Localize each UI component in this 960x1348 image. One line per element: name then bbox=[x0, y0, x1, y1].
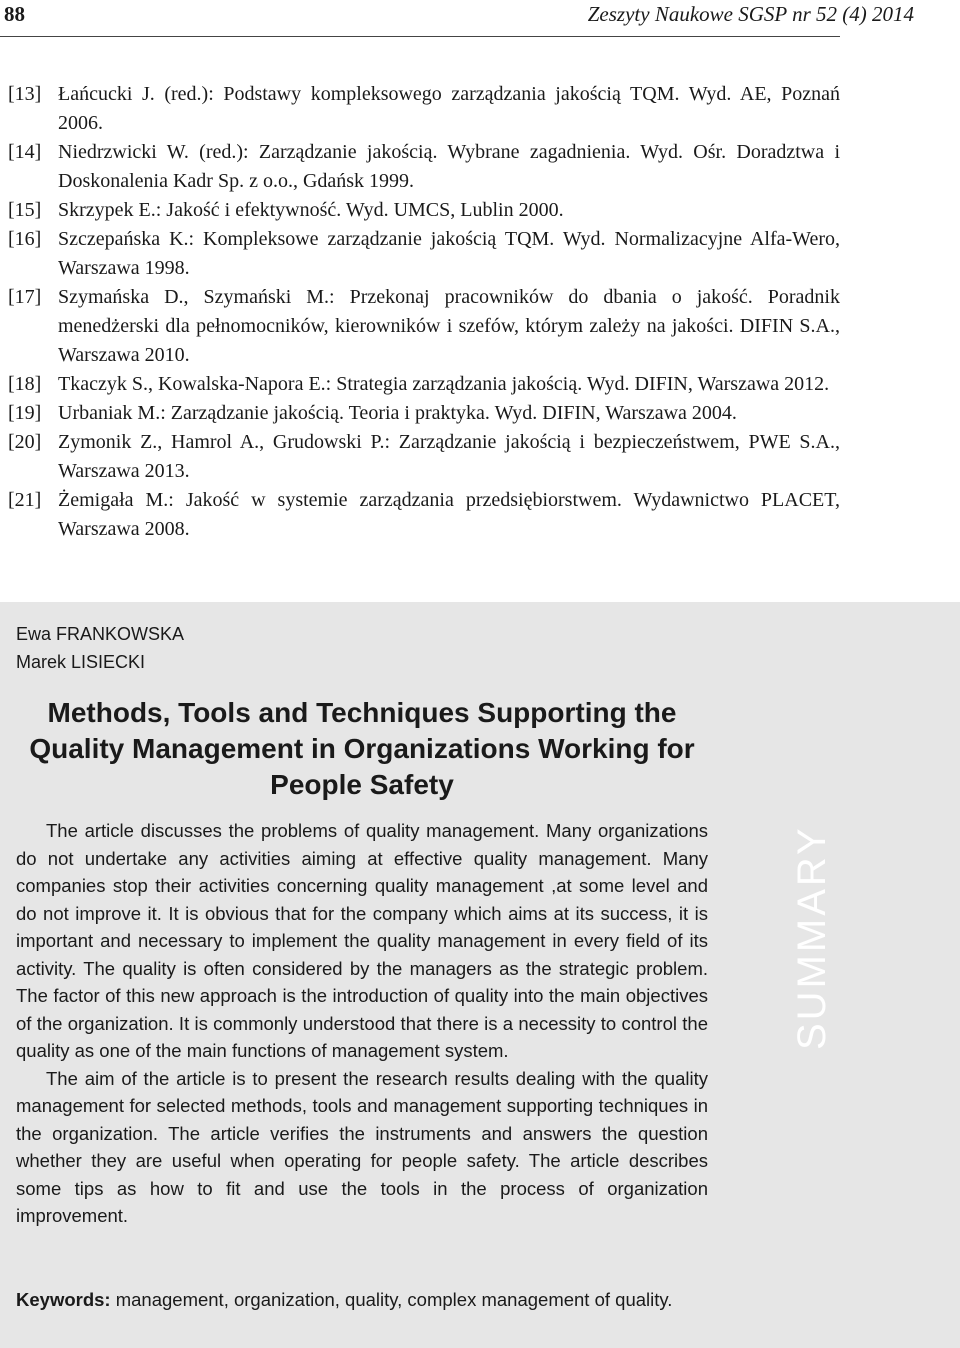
reference-number: [13] bbox=[8, 83, 42, 105]
page-header bbox=[0, 0, 960, 36]
page-number: 88 bbox=[4, 2, 25, 26]
reference-text: Tkaczyk S., Kowalska-Napora E.: Strategia zarządzania jakością. Wyd. DIFIN, Warszawa 2012. bbox=[58, 373, 830, 395]
reference-item bbox=[8, 486, 840, 544]
reference-number: [21] bbox=[8, 489, 42, 511]
reference-item bbox=[8, 370, 840, 399]
header-rule bbox=[0, 36, 840, 37]
keywords-text: management, organization, quality, complex management of quality. bbox=[115, 1289, 673, 1310]
reference-number: [18] bbox=[8, 373, 42, 395]
reference-number: [20] bbox=[8, 431, 42, 453]
abstract-paragraph: The aim of the article is to present the research results dealing with the quality management for selected methods, tools and management supporting techniques in the organization. The article verifies the instruments and answers the question whether they are useful when operating for people safety. The article describes some tips as how to fit and use the tools in the process of organization improvement. bbox=[16, 1067, 708, 1226]
article-title: Methods, Tools and Techniques Supporting the Quality Management in Organizations Working for People Safety bbox=[29, 697, 695, 800]
reference-text: Zymonik Z., Hamrol A., Grudowski P.: Zarządzanie jakością i bezpieczeństwem, PWE S.A., Warszawa 2013. bbox=[58, 431, 840, 482]
author-list bbox=[16, 620, 184, 676]
reference-item bbox=[8, 80, 840, 138]
reference-item bbox=[8, 428, 840, 486]
reference-text: Szymańska D., Szymański M.: Przekonaj pracowników do dbania o jakość. Poradnik menedżerski dla pełnomocników, kierowników i szefów, którym zależy na jakości. DIFIN S.A., Warszawa 2010. bbox=[58, 286, 840, 366]
reference-text: Skrzypek E.: Jakość i efektywność. Wyd. UMCS, Lublin 2000. bbox=[58, 199, 564, 221]
reference-number: [16] bbox=[8, 228, 42, 250]
reference-text: Łańcucki J. (red.): Podstawy kompleksowego zarządzania jakością TQM. Wyd. AE, Poznań 2006. bbox=[58, 83, 840, 134]
reference-number: [19] bbox=[8, 402, 42, 424]
keywords-label: Keywords: bbox=[16, 1289, 111, 1310]
reference-list bbox=[8, 80, 840, 544]
reference-number: [15] bbox=[8, 199, 42, 221]
reference-item bbox=[8, 283, 840, 370]
reference-item bbox=[8, 225, 840, 283]
reference-text: Szczepańska K.: Kompleksowe zarządzanie jakością TQM. Wyd. Normalizacyjne Alfa-Wero, Warszawa 1998. bbox=[58, 228, 840, 279]
reference-number: [14] bbox=[8, 141, 42, 163]
abstract bbox=[16, 817, 708, 1230]
reference-number: [17] bbox=[8, 286, 42, 308]
reference-item bbox=[8, 399, 840, 428]
journal-title: Zeszyty Naukowe SGSP nr 52 (4) 2014 bbox=[587, 2, 914, 26]
reference-text: Niedrzwicki W. (red.): Zarządzanie jakością. Wybrane zagadnienia. Wyd. Ośr. Doradztwa i Doskonalenia Kadr Sp. z o.o., Gdańsk 1999. bbox=[58, 141, 840, 192]
reference-text: Urbaniak M.: Zarządzanie jakością. Teoria i praktyka. Wyd. DIFIN, Warszawa 2004. bbox=[58, 402, 737, 424]
keywords bbox=[16, 1286, 708, 1314]
summary-side-label: SUMMARY bbox=[790, 825, 834, 1050]
author-name: Ewa FRANKOWSKA bbox=[16, 624, 185, 644]
author-name: Marek LISIECKI bbox=[16, 652, 146, 672]
reference-text: Żemigała M.: Jakość w systemie zarządzania przedsiębiorstwem. Wydawnictwo PLACET, Warszawa 2008. bbox=[58, 489, 840, 540]
reference-item bbox=[8, 196, 840, 225]
reference-item bbox=[8, 138, 840, 196]
abstract-paragraph: The article discusses the problems of quality management. Many organizations do not undertake any activities aiming at effective quality management. Many companies stop their activities concerning quality management ,at some level and do not improve it. It is obvious that for the company which aims at its success, it is important and necessary to implement the quality management in every field of its activity. The quality is often considered by the managers as the strategic problem. The factor of this new approach is the introduction of quality into the main objectives of the organization. It is commonly understood that there is a necessity to control the quality as one of the main functions of management system. bbox=[16, 820, 708, 1061]
